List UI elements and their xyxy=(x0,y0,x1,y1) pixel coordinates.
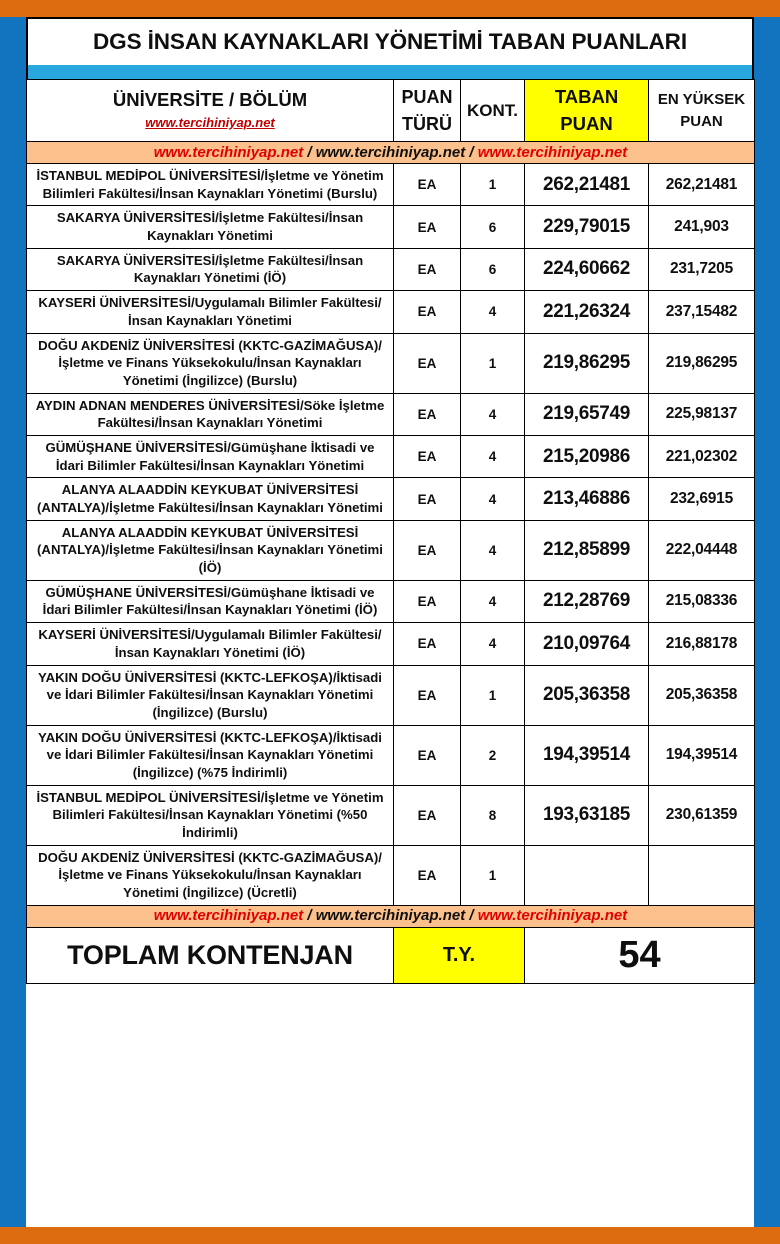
header-university xyxy=(27,80,394,142)
cell-base-score: 212,28769 xyxy=(525,580,649,622)
cell-highest-score: 232,6915 xyxy=(649,478,755,520)
cell-score-type: EA xyxy=(394,435,461,477)
table-row[interactable] xyxy=(27,725,755,785)
header-score-type-line1: PUAN xyxy=(401,87,453,108)
header-base-score xyxy=(525,80,649,142)
total-label: TOPLAM KONTENJAN xyxy=(27,927,394,983)
cell-base-score: 193,63185 xyxy=(525,785,649,845)
promo-band-cell xyxy=(27,142,755,164)
cell-university: İSTANBUL MEDİPOL ÜNİVERSİTESİ/İşletme ve Yönetim Bilimleri Fakültesi/İnsan Kaynakları Yönetimi (%50 İndirimli) xyxy=(27,785,394,845)
cell-university: SAKARYA ÜNİVERSİTESİ/İşletme Fakültesi/İnsan Kaynakları Yönetimi xyxy=(27,206,394,248)
table-row[interactable] xyxy=(27,435,755,477)
cell-highest-score: 237,15482 xyxy=(649,291,755,333)
cell-quota: 1 xyxy=(461,333,525,393)
cell-university: YAKIN DOĞU ÜNİVERSİTESİ (KKTC-LEFKOŞA)/İktisadi ve İdari Bilimler Fakültesi/İnsan Kaynakları Yönetimi (İngilizce) (Burslu) xyxy=(27,665,394,725)
total-value: 54 xyxy=(525,927,755,983)
cell-base-score: 219,65749 xyxy=(525,393,649,435)
cell-highest-score: 205,36358 xyxy=(649,665,755,725)
cell-highest-score: 194,39514 xyxy=(649,725,755,785)
cell-university: ALANYA ALAADDİN KEYKUBAT ÜNİVERSİTESİ (ANTALYA)/İşletme Fakültesi/İnsan Kaynakları Yönetimi xyxy=(27,478,394,520)
cell-base-score: 262,21481 xyxy=(525,164,649,206)
cell-highest-score: 225,98137 xyxy=(649,393,755,435)
page-title-box xyxy=(26,17,754,65)
promo-band-bottom xyxy=(27,905,755,927)
cell-highest-score: 216,88178 xyxy=(649,623,755,665)
cell-quota: 6 xyxy=(461,206,525,248)
cell-quota: 4 xyxy=(461,435,525,477)
cell-university: KAYSERİ ÜNİVERSİTESİ/Uygulamalı Bilimler Fakültesi/İnsan Kaynakları Yönetimi xyxy=(27,291,394,333)
cell-base-score xyxy=(525,845,649,905)
accent-strip xyxy=(26,65,754,79)
table-row[interactable] xyxy=(27,623,755,665)
cell-highest-score: 221,02302 xyxy=(649,435,755,477)
cell-score-type: EA xyxy=(394,580,461,622)
header-highest-score-line2: PUAN xyxy=(680,112,723,130)
cell-university: GÜMÜŞHANE ÜNİVERSİTESİ/Gümüşhane İktisadi ve İdari Bilimler Fakültesi/İnsan Kaynakları Yönetimi (İÖ) xyxy=(27,580,394,622)
promo-band-top xyxy=(27,142,755,164)
table-row[interactable] xyxy=(27,333,755,393)
cell-university: KAYSERİ ÜNİVERSİTESİ/Uygulamalı Bilimler Fakültesi/İnsan Kaynakları Yönetimi (İÖ) xyxy=(27,623,394,665)
bottom-decoration-bar xyxy=(0,1227,780,1244)
cell-score-type: EA xyxy=(394,665,461,725)
cell-score-type: EA xyxy=(394,623,461,665)
cell-base-score: 213,46886 xyxy=(525,478,649,520)
cell-quota: 1 xyxy=(461,665,525,725)
table-row[interactable] xyxy=(27,580,755,622)
cell-highest-score: 219,86295 xyxy=(649,333,755,393)
header-university-label: ÜNİVERSİTE / BÖLÜM xyxy=(112,89,308,111)
cell-quota: 4 xyxy=(461,291,525,333)
cell-highest-score: 215,08336 xyxy=(649,580,755,622)
total-row xyxy=(27,927,755,983)
promo-text xyxy=(154,907,627,924)
promo-fragment: www.tercihiniyap.net xyxy=(315,907,466,925)
cell-quota: 1 xyxy=(461,164,525,206)
cell-highest-score xyxy=(649,845,755,905)
promo-fragment: www.tercihiniyap.net xyxy=(153,907,304,925)
cell-base-score: 221,26324 xyxy=(525,291,649,333)
table-row[interactable] xyxy=(27,206,755,248)
cell-quota: 8 xyxy=(461,785,525,845)
cell-university: GÜMÜŞHANE ÜNİVERSİTESİ/Gümüşhane İktisadi ve İdari Bilimler Fakültesi/İnsan Kaynakları Yönetimi xyxy=(27,435,394,477)
cell-score-type: EA xyxy=(394,393,461,435)
promo-fragment: / xyxy=(303,907,316,925)
table-row[interactable] xyxy=(27,845,755,905)
header-base-score-line2: PUAN xyxy=(560,112,613,134)
header-base-score-line1: TABAN xyxy=(554,85,619,107)
cell-highest-score: 230,61359 xyxy=(649,785,755,845)
promo-fragment: / xyxy=(465,907,478,925)
cell-university: AYDIN ADNAN MENDERES ÜNİVERSİTESİ/Söke İşletme Fakültesi/İnsan Kaynakları Yönetimi xyxy=(27,393,394,435)
cell-score-type: EA xyxy=(394,520,461,580)
total-score-type: T.Y. xyxy=(394,927,525,983)
header-score-type-line2: TÜRÜ xyxy=(402,113,452,134)
table-header-row xyxy=(27,80,755,142)
promo-fragment: www.tercihiniyap.net xyxy=(477,143,628,161)
cell-quota: 1 xyxy=(461,845,525,905)
header-quota: KONT. xyxy=(461,80,525,142)
cell-base-score: 194,39514 xyxy=(525,725,649,785)
cell-score-type: EA xyxy=(394,785,461,845)
cell-university: İSTANBUL MEDİPOL ÜNİVERSİTESİ/İşletme ve Yönetim Bilimleri Fakültesi/İnsan Kaynakları Yönetimi (Burslu) xyxy=(27,164,394,206)
table-row[interactable] xyxy=(27,291,755,333)
cell-highest-score: 222,04448 xyxy=(649,520,755,580)
cell-university: SAKARYA ÜNİVERSİTESİ/İşletme Fakültesi/İnsan Kaynakları Yönetimi (İÖ) xyxy=(27,248,394,290)
cell-quota: 4 xyxy=(461,520,525,580)
cell-base-score: 210,09764 xyxy=(525,623,649,665)
cell-base-score: 224,60662 xyxy=(525,248,649,290)
cell-university: YAKIN DOĞU ÜNİVERSİTESİ (KKTC-LEFKOŞA)/İktisadi ve İdari Bilimler Fakültesi/İnsan Kaynakları Yönetimi (İngilizce) (%75 İndirimli) xyxy=(27,725,394,785)
cell-score-type: EA xyxy=(394,164,461,206)
left-decoration-bar xyxy=(0,17,26,1227)
cell-base-score: 219,86295 xyxy=(525,333,649,393)
header-score-type xyxy=(394,80,461,142)
cell-university: ALANYA ALAADDİN KEYKUBAT ÜNİVERSİTESİ (ANTALYA)/İşletme Fakültesi/İnsan Kaynakları Yönetimi (İÖ) xyxy=(27,520,394,580)
table-row[interactable] xyxy=(27,248,755,290)
cell-quota: 2 xyxy=(461,725,525,785)
table-row[interactable] xyxy=(27,393,755,435)
page-title: DGS İNSAN KAYNAKLARI YÖNETİMİ TABAN PUANLARI xyxy=(93,29,687,54)
cell-score-type: EA xyxy=(394,248,461,290)
cell-quota: 4 xyxy=(461,580,525,622)
cell-base-score: 205,36358 xyxy=(525,665,649,725)
cell-university: DOĞU AKDENİZ ÜNİVERSİTESİ (KKTC-GAZİMAĞUSA)/İşletme ve Finans Yüksekokulu/İnsan Kaynakları Yönetimi (İngilizce) (Ücretli) xyxy=(27,845,394,905)
cell-university: DOĞU AKDENİZ ÜNİVERSİTESİ (KKTC-GAZİMAĞUSA)/İşletme ve Finans Yüksekokulu/İnsan Kaynakları Yönetimi (İngilizce) (Burslu) xyxy=(27,333,394,393)
cell-score-type: EA xyxy=(394,478,461,520)
cell-score-type: EA xyxy=(394,291,461,333)
right-decoration-bar xyxy=(754,17,780,1227)
header-university-url[interactable]: www.tercihiniyap.net xyxy=(145,115,275,131)
cell-score-type: EA xyxy=(394,333,461,393)
top-decoration-bar xyxy=(0,0,780,17)
cell-highest-score: 241,903 xyxy=(649,206,755,248)
cell-quota: 4 xyxy=(461,478,525,520)
promo-fragment: www.tercihiniyap.net xyxy=(153,143,304,161)
table-row[interactable] xyxy=(27,164,755,206)
promo-fragment: / xyxy=(303,143,316,161)
cell-highest-score: 262,21481 xyxy=(649,164,755,206)
table-row[interactable] xyxy=(27,665,755,725)
cell-quota: 4 xyxy=(461,623,525,665)
cell-highest-score: 231,7205 xyxy=(649,248,755,290)
header-highest-score xyxy=(649,80,755,142)
cell-base-score: 215,20986 xyxy=(525,435,649,477)
header-highest-score-line1: EN YÜKSEK xyxy=(657,90,746,108)
promo-fragment: www.tercihiniyap.net xyxy=(477,907,628,925)
table-sheet xyxy=(26,17,754,1227)
cell-score-type: EA xyxy=(394,845,461,905)
promo-fragment: www.tercihiniyap.net xyxy=(315,143,466,161)
table-row[interactable] xyxy=(27,785,755,845)
promo-band-cell xyxy=(27,905,755,927)
promo-text xyxy=(154,144,627,161)
table-row[interactable] xyxy=(27,520,755,580)
cell-score-type: EA xyxy=(394,206,461,248)
cell-base-score: 212,85899 xyxy=(525,520,649,580)
scores-table xyxy=(26,79,755,984)
cell-score-type: EA xyxy=(394,725,461,785)
promo-fragment: / xyxy=(465,143,478,161)
cell-base-score: 229,79015 xyxy=(525,206,649,248)
cell-quota: 6 xyxy=(461,248,525,290)
table-row[interactable] xyxy=(27,478,755,520)
cell-quota: 4 xyxy=(461,393,525,435)
